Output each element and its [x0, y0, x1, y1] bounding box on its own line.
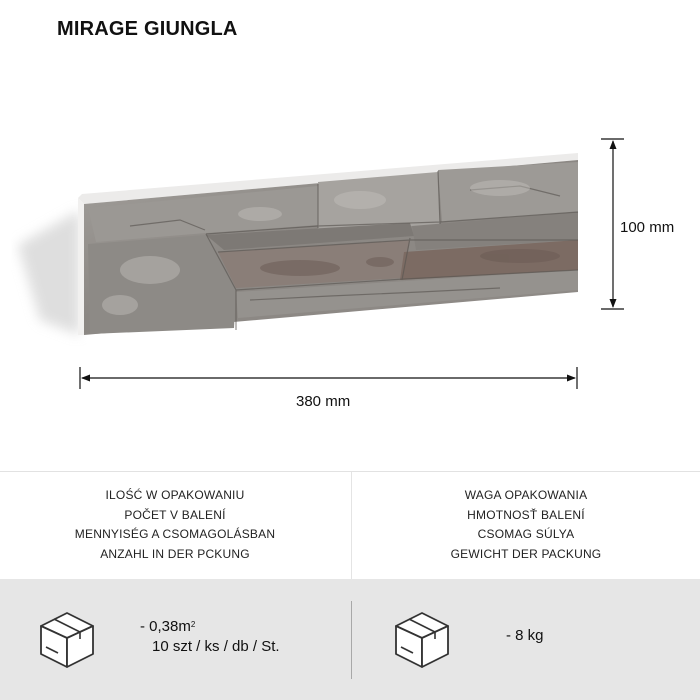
weight-label-hu: CSOMAG SÚLYA	[477, 527, 575, 541]
quantity-label-de: ANZAHL IN DER PCKUNG	[100, 546, 250, 561]
height-label: 100 mm	[620, 219, 675, 236]
package-info	[0, 471, 700, 700]
box-icon	[393, 609, 451, 671]
arrow-right	[567, 375, 576, 382]
divider	[351, 601, 352, 679]
weight-label-de: GEWICHT DER PACKUNG	[450, 546, 602, 561]
width-label: 380 mm	[296, 393, 351, 410]
tile-left-edge	[78, 198, 84, 335]
arrow-down	[610, 299, 617, 308]
box-icon	[38, 609, 96, 671]
quantity-label-hu: MENNYISÉG A CSOMAGOLÁSBAN	[74, 527, 276, 541]
quantity-units: 10 szt / ks / db / St.	[152, 638, 280, 655]
quantity-area-superscript: 2	[190, 620, 196, 629]
weight-labels	[351, 486, 700, 564]
tile-shadow	[18, 210, 80, 335]
weight-value: - 8 kg	[506, 627, 544, 644]
arrow-left	[81, 375, 90, 382]
quantity-label-cz: POČET V BALENÍ	[124, 507, 226, 522]
product-title: MIRAGE GIUNGLA	[57, 18, 238, 40]
weight-label-sk: HMOTNOSŤ BALENÍ	[467, 507, 585, 522]
stone-slab	[88, 235, 236, 334]
width-dimension-line	[80, 367, 577, 389]
quantity-value	[140, 617, 280, 657]
info-values-row	[0, 579, 700, 700]
weight-label-pl: WAGA OPAKOWANIA	[464, 488, 588, 502]
quantity-area: - 0,38m	[140, 618, 191, 635]
arrow-up	[610, 140, 617, 149]
quantity-labels	[0, 486, 350, 564]
quantity-label-pl: ILOŚĆ W OPAKOWANIU	[105, 488, 245, 502]
info-labels-row	[0, 472, 700, 579]
